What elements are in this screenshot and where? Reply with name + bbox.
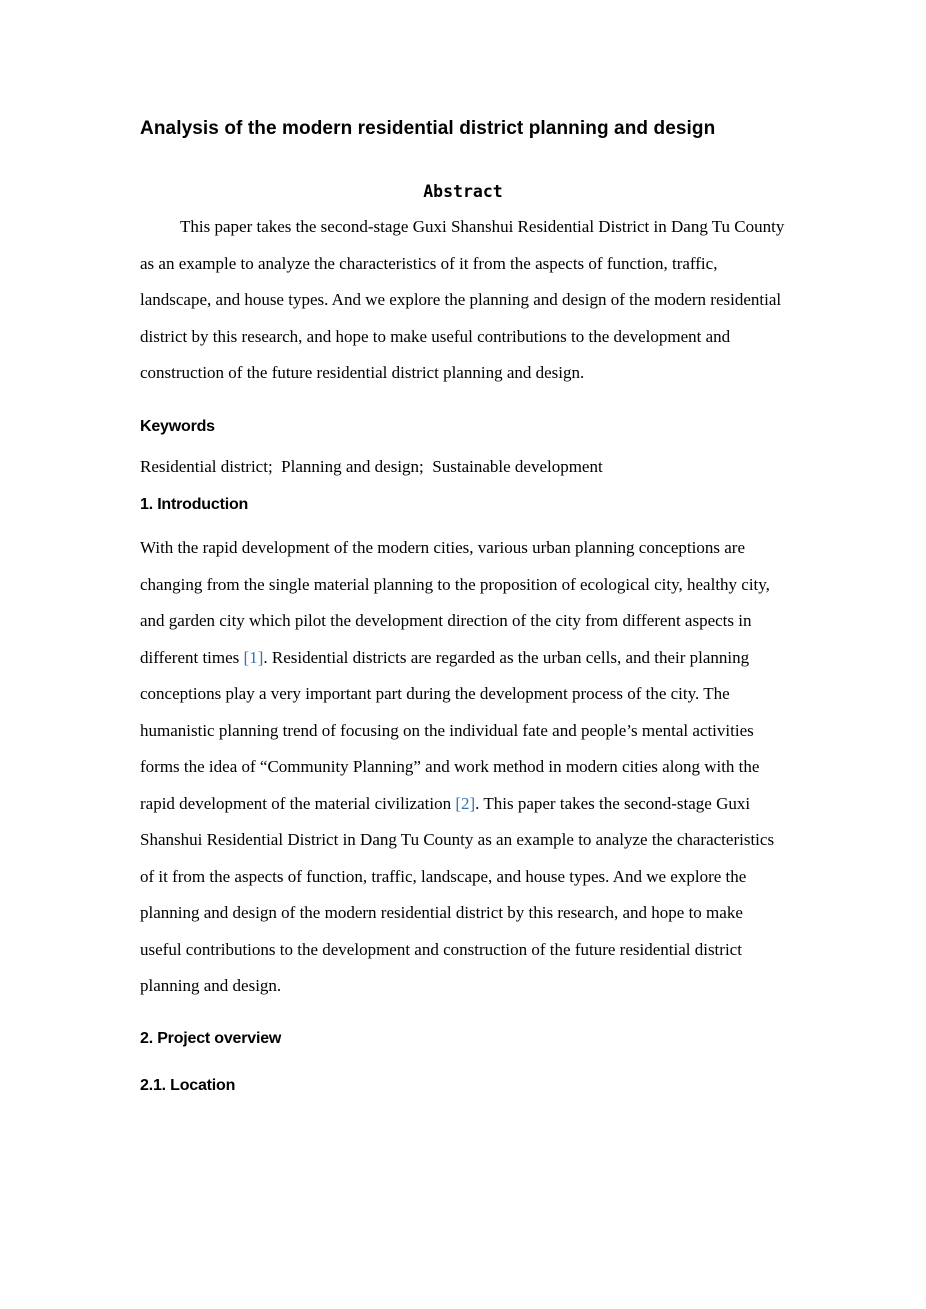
- keywords-heading: Keywords: [140, 417, 215, 435]
- document-title: Analysis of the modern residential district planning and design: [140, 118, 716, 139]
- abstract-paragraph: This paper takes the second-stage Guxi Shanshui Residential District in Dang Tu County as an example to analyze the characteristics of it from the aspects of function, traffic, landscape, and house types. And we explore the planning and design of the modern residential district by this research, and hope to make useful contributions to the development and construction of the future residential district planning and design.: [140, 217, 785, 382]
- intro-text-segment: With the rapid development of the modern cities, various urban planning conceptions are changing from the single material planning to the proposition of ecological city, healthy city, and garden city which pilot the development direction of the city from different aspects in different times: [140, 538, 770, 667]
- citation-2-link[interactable]: [2]: [455, 793, 476, 813]
- section-heading-project-overview: 2. Project overview: [140, 1029, 282, 1047]
- intro-text-segment: . Residential districts are regarded as the urban cells, and their planning conceptions play a very important part during the development process of the city. The humanistic planning trend of focusing on the individual fate and people’s mental activities forms the idea of “Community Planning” and work method in modern cities along with the rapid development of the material civilization: [140, 647, 760, 813]
- citation-1-link[interactable]: [1]: [243, 647, 264, 667]
- introduction-paragraph: [140, 530, 786, 1005]
- keywords-text: Residential district; Planning and design; Sustainable development: [140, 456, 603, 476]
- section-heading-location: 2.1. Location: [140, 1076, 236, 1094]
- intro-text-segment: . This paper takes the second-stage Guxi Shanshui Residential District in Dang Tu County as an example to analyze the characteristics of it from the aspects of function, traffic, landscape, and house types. And we explore the planning and design of the modern residential district by this research, and hope to make useful contributions to the development and construction of the future residential district planning and design.: [140, 793, 775, 995]
- section-heading-introduction: 1. Introduction: [140, 496, 249, 513]
- abstract-heading: Abstract: [423, 182, 503, 201]
